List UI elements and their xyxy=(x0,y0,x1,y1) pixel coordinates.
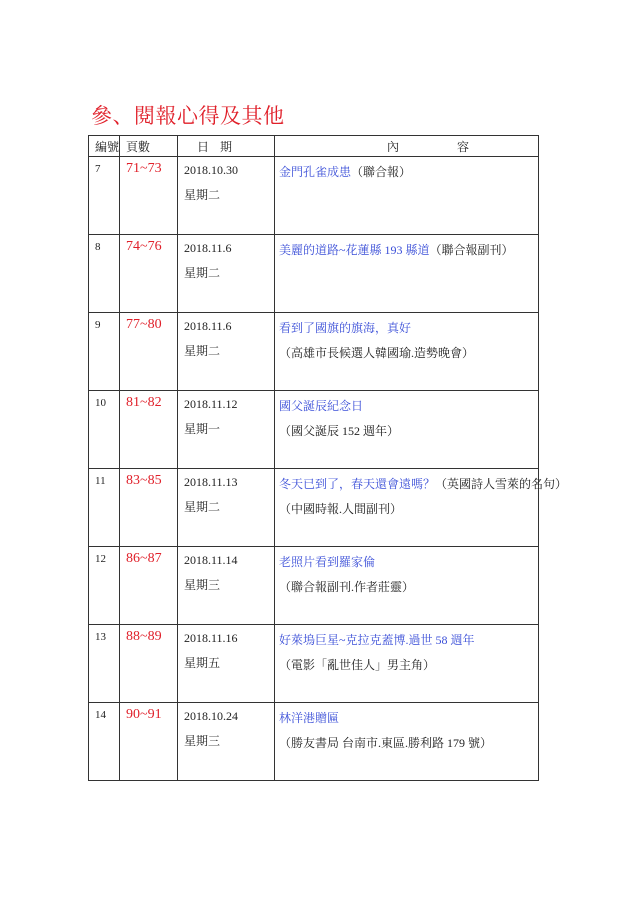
entry-weekday: 星期二 xyxy=(184,344,221,358)
entry-weekday: 星期三 xyxy=(184,734,221,748)
entry-number: 14 xyxy=(89,703,120,781)
entry-content xyxy=(275,469,568,547)
entry-weekday: 星期三 xyxy=(184,578,221,592)
entry-subtitle: （勝友書局 台南市.東區.勝利路 179 號） xyxy=(279,736,493,750)
entry-content xyxy=(275,235,539,313)
entry-date-value: 2018.11.6 xyxy=(184,319,232,333)
entry-number: 8 xyxy=(89,235,120,313)
entry-subtitle xyxy=(275,180,538,188)
entry-date xyxy=(178,469,275,547)
entry-subtitle: （國父誕辰 152 週年） xyxy=(279,424,400,438)
entry-date xyxy=(178,625,275,703)
entry-date xyxy=(178,313,275,391)
entry-pages: 74~76 xyxy=(120,235,178,313)
entry-title: 美麗的道路~花蓮縣 193 縣道 xyxy=(279,243,430,257)
entry-date-value: 2018.11.6 xyxy=(184,241,232,255)
entry-content xyxy=(275,313,539,391)
entry-date xyxy=(178,703,275,781)
entry-title: 林洋港贈匾 xyxy=(279,711,340,725)
entry-date xyxy=(178,547,275,625)
table-header-row xyxy=(89,136,539,157)
header-pages: 頁數 xyxy=(120,136,178,157)
entry-content xyxy=(275,547,539,625)
entry-number: 12 xyxy=(89,547,120,625)
entry-note: （英國詩人雪萊的名句） xyxy=(435,477,568,491)
entry-date xyxy=(178,157,275,235)
entry-weekday: 星期一 xyxy=(184,422,221,436)
entry-weekday: 星期二 xyxy=(184,500,221,514)
header-content: 內 容 xyxy=(275,136,539,157)
entry-weekday: 星期五 xyxy=(184,656,221,670)
table-row xyxy=(89,313,539,391)
entry-subtitle: （電影「亂世佳人」男主角） xyxy=(279,658,436,672)
entry-pages: 81~82 xyxy=(120,391,178,469)
entry-date xyxy=(178,235,275,313)
entry-number: 11 xyxy=(89,469,120,547)
entry-title: 老照片看到羅家倫 xyxy=(279,555,376,569)
entry-date-value: 2018.11.13 xyxy=(184,475,238,489)
entry-title: 看到了國旗的旗海，真好 xyxy=(279,321,412,335)
entry-pages: 86~87 xyxy=(120,547,178,625)
entry-note: （聯合報副刊） xyxy=(429,243,514,257)
table-row xyxy=(89,157,539,235)
entry-subtitle xyxy=(275,258,538,266)
entry-note: （聯合報） xyxy=(351,165,412,179)
reading-notes-table xyxy=(88,135,568,781)
page-title: 參、閱報心得及其他 xyxy=(91,104,285,128)
entry-date xyxy=(178,391,275,469)
header-date: 日 期 xyxy=(178,136,275,157)
entry-subtitle: （聯合報副刊.作者莊靈） xyxy=(279,580,415,594)
entry-content xyxy=(275,391,539,469)
entry-number: 13 xyxy=(89,625,120,703)
table-row xyxy=(89,391,539,469)
entry-content xyxy=(275,703,539,781)
entry-pages: 90~91 xyxy=(120,703,178,781)
entry-title: 冬天已到了，春天還會遠嗎？ xyxy=(279,477,436,491)
table-row xyxy=(89,469,539,547)
entry-number: 10 xyxy=(89,391,120,469)
entry-number: 9 xyxy=(89,313,120,391)
entry-title: 國父誕辰紀念日 xyxy=(279,399,364,413)
entry-pages: 71~73 xyxy=(120,157,178,235)
entry-title: 金門孔雀成患 xyxy=(279,165,352,179)
entry-date-value: 2018.10.30 xyxy=(184,163,238,177)
entry-pages: 88~89 xyxy=(120,625,178,703)
entry-pages: 77~80 xyxy=(120,313,178,391)
entry-date-value: 2018.11.12 xyxy=(184,397,238,411)
entry-subtitle: （中國時報.人間副刊） xyxy=(279,502,403,516)
entry-content xyxy=(275,625,539,703)
entry-pages: 83~85 xyxy=(120,469,178,547)
header-number: 編號 xyxy=(89,136,120,157)
entry-weekday: 星期二 xyxy=(184,188,221,202)
entry-title: 好萊塢巨星~克拉克蓋博.過世 58 週年 xyxy=(279,633,475,647)
entry-number: 7 xyxy=(89,157,120,235)
entry-date-value: 2018.10.24 xyxy=(184,709,238,723)
entry-subtitle: （高雄市長候選人韓國瑜.造勢晚會） xyxy=(279,346,475,360)
entry-weekday: 星期二 xyxy=(184,266,221,280)
table-row xyxy=(89,703,539,781)
entry-content xyxy=(275,157,539,235)
table-row xyxy=(89,547,539,625)
entry-date-value: 2018.11.16 xyxy=(184,631,238,645)
table-row xyxy=(89,625,539,703)
table-row xyxy=(89,235,539,313)
entry-date-value: 2018.11.14 xyxy=(184,553,238,567)
